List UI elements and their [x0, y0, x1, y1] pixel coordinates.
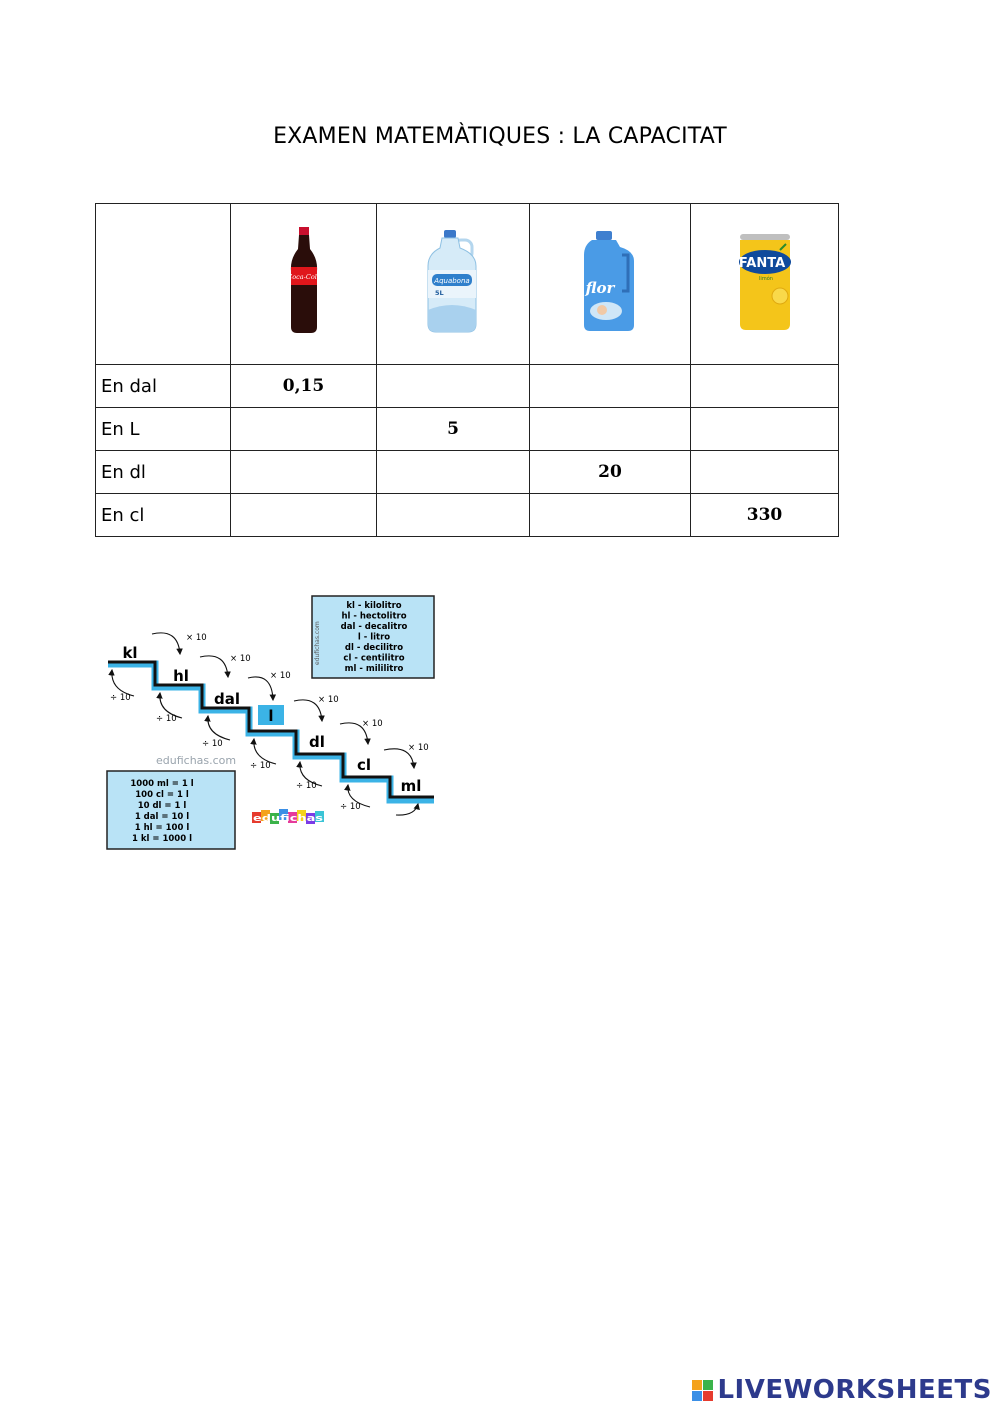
table-cell: 5: [377, 408, 530, 451]
step-label-cl: cl: [356, 756, 372, 774]
legend-item: ml - mililitro: [344, 664, 404, 674]
divide-label: ÷ 10: [202, 739, 223, 749]
multiply-label: × 10: [408, 743, 429, 753]
watermark-text: edufichas.com: [156, 754, 237, 767]
row-label: En cl: [96, 494, 231, 537]
row-label: En dal: [96, 365, 231, 408]
legend-item: dal - decalitro: [340, 622, 408, 632]
step-label-kl: kl: [122, 644, 138, 662]
legend-item: kl - kilolitro: [346, 601, 402, 611]
step-label-hl: hl: [173, 667, 189, 685]
multiply-label: × 10: [230, 654, 251, 664]
product-cell-can: [691, 204, 839, 365]
table-cell[interactable]: [377, 365, 530, 408]
multiply-arrow: [152, 633, 180, 654]
table-cell[interactable]: [530, 408, 691, 451]
capacity-table: [95, 203, 839, 537]
table-cell[interactable]: [231, 451, 377, 494]
table-cell[interactable]: [691, 408, 839, 451]
liveworksheets-logo[interactable]: [692, 1375, 992, 1405]
step-label-dal: dal: [213, 690, 241, 708]
multiply-label: × 10: [270, 671, 291, 681]
water-size-text: 5L: [435, 289, 444, 297]
row-label: En L: [96, 408, 231, 451]
divide-label: ÷ 10: [156, 714, 177, 724]
conversion-staircase-chart: [100, 590, 440, 855]
can-flavor-text: limón: [758, 276, 773, 282]
cola-bottle-icon: [284, 227, 324, 337]
table-row: [96, 365, 839, 408]
multiply-label: × 10: [362, 719, 383, 729]
table-cell[interactable]: [691, 365, 839, 408]
divide-label: ÷ 10: [340, 802, 361, 812]
legend-item: dl - decilitro: [344, 643, 404, 653]
product-cell-softener: [530, 204, 691, 365]
divide-arrow: [396, 804, 418, 815]
liveworksheets-mark-icon: [692, 1380, 713, 1401]
multiply-label: × 10: [186, 633, 207, 643]
water-bottle-icon: [424, 230, 482, 334]
divide-label: ÷ 10: [110, 693, 131, 703]
divide-arrow: [208, 716, 230, 740]
equivalence-item: 100 cl = 1 l: [135, 790, 189, 800]
divide-label: ÷ 10: [250, 761, 271, 771]
table-cell: 330: [691, 494, 839, 537]
step-label-dl: dl: [309, 733, 325, 751]
table-row: [96, 451, 839, 494]
edufichas-logo-text: edufichas: [253, 814, 323, 824]
table-row: [96, 494, 839, 537]
equivalence-item: 1 dal = 10 l: [134, 812, 190, 822]
equivalence-item: 1 kl = 1000 l: [131, 834, 193, 844]
table-cell[interactable]: [377, 451, 530, 494]
page-title: EXAMEN MATEMÀTIQUES : LA CAPACITAT: [273, 124, 727, 149]
legend-item: cl - centilitro: [343, 653, 405, 664]
equivalence-item: 10 dl = 1 l: [137, 801, 187, 811]
multiply-label: × 10: [318, 695, 339, 705]
step-label-ml: ml: [400, 777, 422, 795]
table-cell[interactable]: [231, 494, 377, 537]
can-brand-text: FANTA: [738, 256, 785, 271]
table-image-row: [96, 204, 839, 365]
step-label-l: l: [268, 707, 274, 725]
table-cell[interactable]: [377, 494, 530, 537]
product-cell-water: [377, 204, 530, 365]
cola-brand-text: Coca-Cola: [286, 273, 321, 281]
table-cell[interactable]: [691, 451, 839, 494]
table-cell: 20: [530, 451, 691, 494]
legend-item: hl - hectolitro: [341, 611, 407, 622]
equivalence-item: 1 hl = 100 l: [134, 823, 190, 833]
table-cell[interactable]: [530, 365, 691, 408]
legend-side-credit: edufichas.com: [314, 621, 321, 665]
table-cell: 0,15: [231, 365, 377, 408]
equivalence-item: 1000 ml = 1 l: [130, 779, 194, 789]
divide-label: ÷ 10: [296, 781, 317, 791]
liveworksheets-brand-text: LIVEWORKSHEETS: [717, 1375, 992, 1405]
edufichas-logo: [252, 809, 324, 824]
row-label: En dl: [96, 451, 231, 494]
water-brand-text: Aquabona: [434, 277, 470, 285]
table-row: [96, 408, 839, 451]
table-cell[interactable]: [231, 408, 377, 451]
multiply-arrow: [200, 656, 228, 677]
product-cell-cola: [231, 204, 377, 365]
legend-item: l - litro: [357, 632, 391, 643]
table-corner-cell: [96, 204, 231, 365]
softener-bottle-icon: [582, 231, 638, 333]
soda-can-icon: [736, 232, 794, 332]
softener-brand-text: flor: [585, 279, 615, 297]
table-cell[interactable]: [530, 494, 691, 537]
